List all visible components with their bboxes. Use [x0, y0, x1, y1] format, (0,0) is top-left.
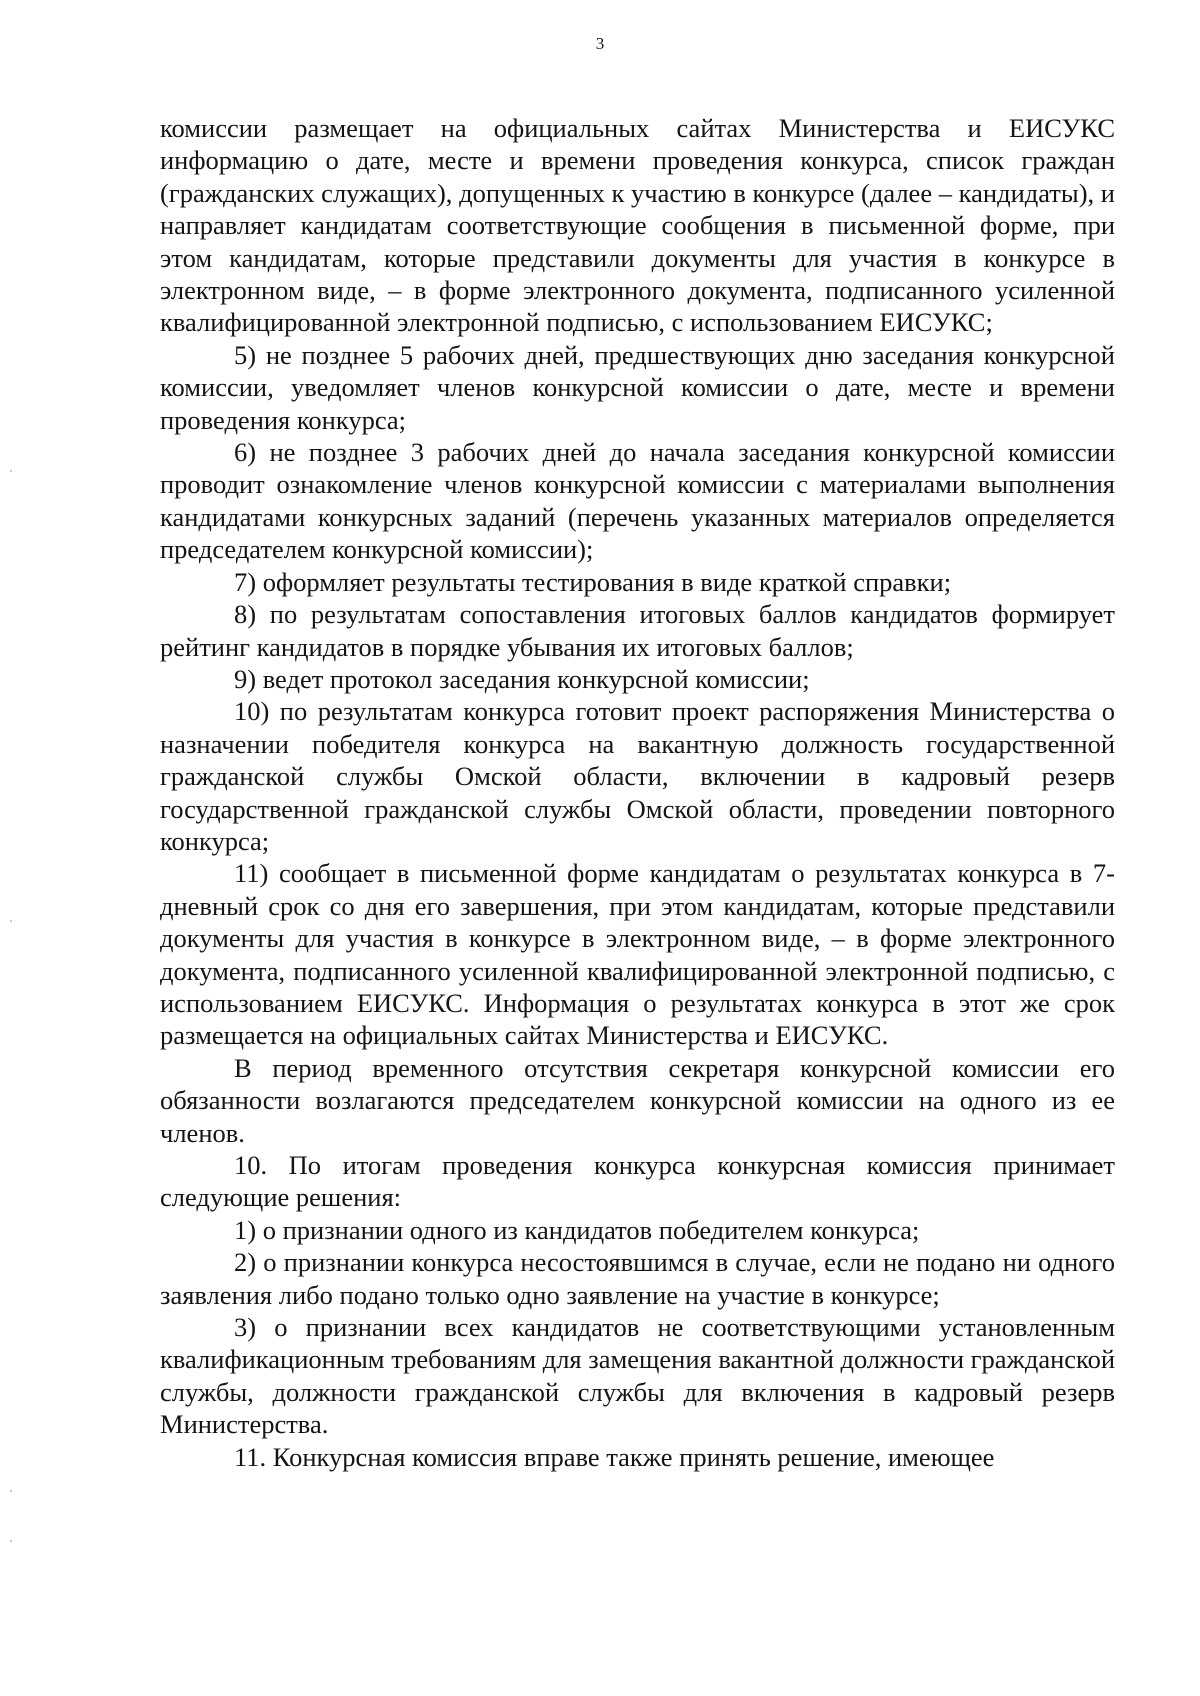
- decision-item-2: 2) о признании конкурса несостоявшимся в случае, если не подано ни одного заявления либо подано только одно заявление на участие в конкурсе;: [160, 1247, 1115, 1310]
- list-item-8: 8) по результатам сопоставления итоговых баллов кандидатов формирует рейтинг кандидатов в порядке убывания их итоговых баллов;: [160, 599, 1115, 662]
- scan-speck: [10, 470, 12, 472]
- page-number: 3: [595, 34, 605, 53]
- list-item-9: 9) ведет протокол заседания конкурсной комиссии;: [234, 663, 810, 694]
- list-item-7: 7) оформляет результаты тестирования в виде краткой справки;: [234, 566, 952, 597]
- paragraph-continuation: комиссии размещает на официальных сайтах Министерства и ЕИСУКС информацию о дате, месте и времени проведения конкурса, список граждан (гражданских служащих), допущенных к участию в конкурсе (далее – кандидаты), и направляет кандидатам соответствующие сообщения в письменной форме, при этом кандидатам, которые представили документы для участия в конкурсе в электронном виде, – в форме электронного документа, подписанного усиленной квалифицированной электронной подписью, с использованием ЕИСУКС;: [160, 113, 1115, 338]
- list-item-10: 10) по результатам конкурса готовит проект распоряжения Министерства о назначении победителя конкурса на вакантную должность государственной гражданской службы Омской области, включении в кадровый резерв государственной гражданской службы Омской области, проведении повторного конкурса;: [160, 696, 1115, 856]
- section-10-heading: 10. По итогам проведения конкурса конкурсная комиссия принимает следующие решения:: [160, 1150, 1115, 1213]
- section-11-start: 11. Конкурсная комиссия вправе также принять решение, имеющее: [234, 1441, 995, 1472]
- list-item-6: 6) не позднее 3 рабочих дней до начала заседания конкурсной комиссии проводит ознакомление членов конкурсной комиссии с материалами выполнения кандидатами конкурсных заданий (перечень указанных материалов определяется председателем конкурсной комиссии);: [160, 437, 1115, 565]
- decision-item-3: 3) о признании всех кандидатов не соответствующими установленным квалификационным требованиям для замещения вакантной должности гражданской службы, должности гражданской службы для включения в кадровый резерв Министерства.: [160, 1312, 1116, 1440]
- paragraph-secretary-absence: В период временного отсутствия секретаря конкурсной комиссии его обязанности возлагаются председателем конкурсной комиссии на одного из ее членов.: [160, 1052, 1115, 1148]
- list-item-5: 5) не позднее 5 рабочих дней, предшествующих дню заседания конкурсной комиссии, уведомляет членов конкурсной комиссии о дате, месте и времени проведения конкурса;: [160, 339, 1115, 435]
- scan-speck: [10, 920, 12, 922]
- decision-item-1: 1) о признании одного из кандидатов победителем конкурса;: [234, 1214, 920, 1245]
- scan-speck: [10, 1540, 12, 1542]
- scan-speck: [10, 1490, 12, 1492]
- list-item-11: 11) сообщает в письменной форме кандидатам о результатах конкурса в 7-дневный срок со дня его завершения, при этом кандидатам, которые представили документы для участия в конкурсе в электронном виде, – в форме электронного документа, подписанного усиленной квалифицированной электронной подписью, с использованием ЕИСУКС. Информация о результатах конкурса в этот же срок размещается на официальных сайтах Министерства и ЕИСУКС.: [160, 858, 1115, 1051]
- document-body: [160, 112, 1115, 1473]
